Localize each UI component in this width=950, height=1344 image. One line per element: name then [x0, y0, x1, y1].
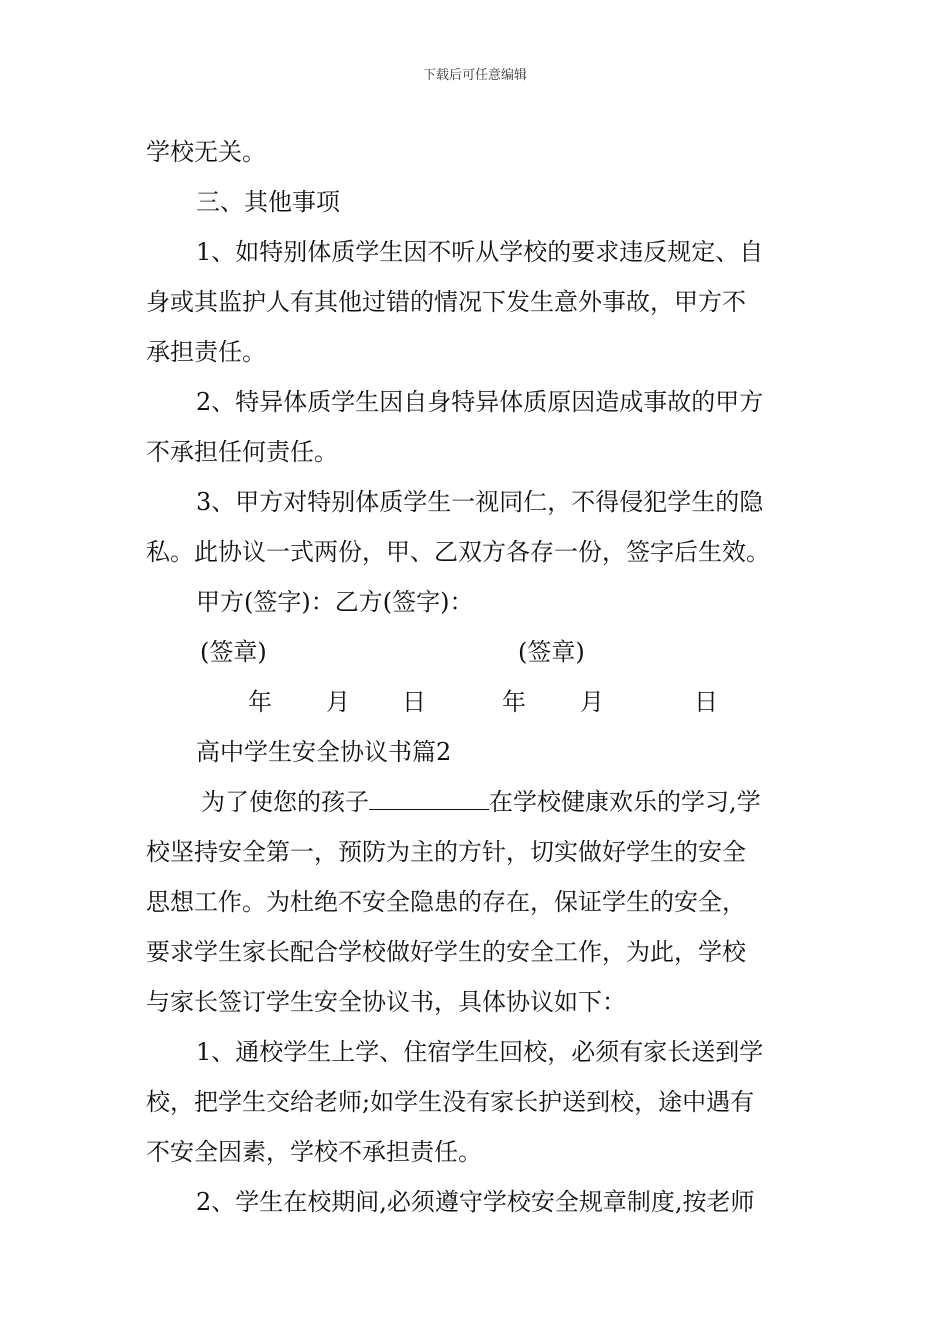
- section-title: 高中学生安全协议书篇2: [196, 738, 452, 766]
- date-year-2: 年: [502, 688, 526, 716]
- text-line: 思想工作。为杜绝不安全隐患的存在，保证学生的安全，: [146, 888, 746, 916]
- text-line: 校坚持安全第一，预防为主的方针，切实做好学生的安全: [146, 838, 746, 866]
- date-year-1: 年: [248, 688, 272, 716]
- text-line: 1、通校学生上学、住宿学生回校，必须有家长送到学: [196, 1038, 764, 1066]
- text-line: 3、甲方对特别体质学生一视同仁，不得侵犯学生的隐: [196, 488, 764, 516]
- date-day-1: 日: [402, 688, 426, 716]
- text-line: 身或其监护人有其他过错的情况下发生意外事故，甲方不: [146, 288, 746, 316]
- name-blank: [369, 791, 489, 810]
- section-heading: 三、其他事项: [196, 188, 340, 216]
- text-line: 2、特异体质学生因自身特异体质原因造成事故的甲方: [196, 388, 764, 416]
- signature-line: 甲方(签字)：乙方(签字)：: [196, 588, 474, 616]
- text-line: 2、学生在校期间,必须遵守学校安全规章制度,按老师: [196, 1188, 755, 1216]
- text-line: 学校无关。: [146, 138, 266, 166]
- document-body: [146, 127, 810, 1227]
- intro-suffix: 在学校健康欢乐的学习,学: [489, 788, 761, 816]
- seal-row: [146, 627, 810, 677]
- text-line: 1、如特别体质学生因不听从学校的要求违反规定、自: [196, 238, 764, 266]
- text-line: 与家长签订学生安全协议书，具体协议如下：: [146, 988, 626, 1016]
- text-line: 要求学生家长配合学校做好学生的安全工作，为此，学校: [146, 938, 746, 966]
- seal-right: (签章): [518, 638, 585, 666]
- text-line: 不安全因素，学校不承担责任。: [146, 1138, 482, 1166]
- date-month-1: 月: [326, 688, 350, 716]
- intro-prefix: 为了使您的孩子: [201, 788, 369, 816]
- date-day-2: 日: [694, 688, 718, 716]
- text-line: 校，把学生交给老师;如学生没有家长护送到校，途中遇有: [146, 1088, 755, 1116]
- text-line: 私。此协议一式两份，甲、乙双方各存一份，签字后生效。: [146, 538, 770, 566]
- page-header: 下载后可任意编辑: [422, 68, 527, 83]
- text-line: 承担责任。: [146, 338, 266, 366]
- seal-left: (签章): [200, 638, 267, 666]
- text-line: 不承担任何责任。: [146, 438, 338, 466]
- date-row: [146, 677, 810, 727]
- intro-line: [146, 777, 810, 827]
- date-month-2: 月: [580, 688, 604, 716]
